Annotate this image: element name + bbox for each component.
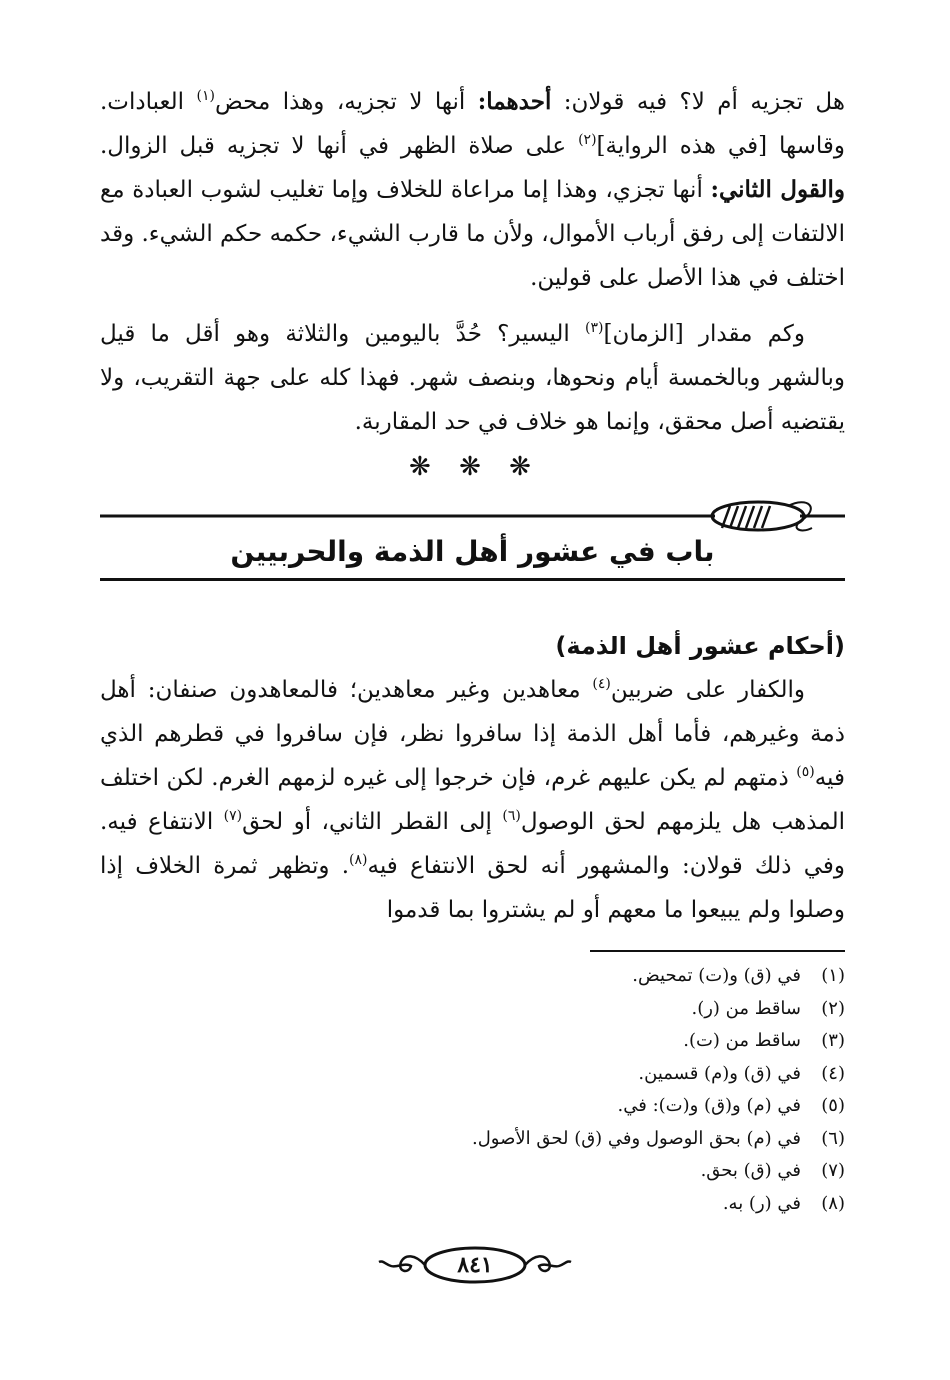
text-run: اليسير؟ حُدَّ باليومين والثلاثة وهو أقل ما قيل وبالشهر وبالخمسة أيام ونحوها، وبنصف شهر. فهذا كله على جهة التقريب، ولا يقتضيه أصل محقق، وإنما هو خلاف في حد المقاربة. <box>100 321 845 435</box>
footnote-ref-5[interactable]: (٥) <box>796 764 815 780</box>
footnote-text: في (ق) بحق. <box>700 1160 801 1181</box>
footnote-ref-1[interactable]: (١) <box>196 88 215 104</box>
text-run: ذمتهم لم يكن عليهم غرم، فإن خرجوا إلى غيره لزمهم الغرم. لكن اختلف المذهب هل يلزمهم لحق الوصول <box>100 765 845 835</box>
chapter-title: باب في عشور أهل الذمة والحربيين <box>230 535 715 568</box>
footnote-ref-6[interactable]: (٦) <box>502 808 521 824</box>
text-run: أنها لا تجزيه، وهذا محض <box>214 89 478 115</box>
footnote-item <box>300 1155 845 1188</box>
text-run: على صلاة الظهر في أنها لا تجزيه قبل الزوال. <box>100 133 579 159</box>
footnote-text: في (م) بحق الوصول وفي (ق) لحق الأصول. <box>471 1127 801 1149</box>
separator-stars: ❋ ❋ ❋ <box>409 452 541 482</box>
footnote-text: في (م) و(ق) و(ت): في. <box>617 1095 801 1116</box>
paragraph-1 <box>100 80 845 300</box>
chapter-bottom-rule <box>100 578 845 581</box>
body-text-top <box>100 80 845 444</box>
body-text-bottom <box>100 668 845 932</box>
footnote-number: (٧) <box>821 1160 845 1181</box>
footnote-ref-3[interactable]: (٣) <box>585 320 604 336</box>
footnote-text: في (ق) و(ت) تمحيض. <box>632 965 801 986</box>
bold-term-second-opinion: والقول الثاني: <box>710 176 845 203</box>
bold-term-first-opinion: أحدهما: <box>477 88 552 115</box>
footnote-item <box>300 993 845 1026</box>
text-run: معاهدين وغير معاهدين؛ فالمعاهدون صنفان: أهل ذمة وغيرهم، فأما أهل الذمة إذا سافروا نظر، فإن سافروا في قطرهم الذي فيه <box>100 677 845 791</box>
footnote-text: ساقط من (ر). <box>691 997 801 1019</box>
text-run: الانتفاع فيه. وفي ذلك قولان: والمشهور أنه لحق الانتفاع فيه <box>100 809 845 879</box>
footnote-item <box>300 1123 845 1156</box>
page-number-frame <box>375 1242 575 1288</box>
footnote-ref-2[interactable]: (٢) <box>578 132 597 148</box>
footnote-separator <box>590 950 845 952</box>
text-run: . وتظهر ثمرة الخلاف إذا وصلوا ولم يبيعوا ما معهم أو لم يشتروا بما قدموا <box>100 853 845 923</box>
footnote-item <box>300 1025 845 1058</box>
footnote-number: (٨) <box>821 1192 845 1214</box>
paragraph-3 <box>100 668 845 932</box>
text-run: العبادات. وقاسها [في هذه الرواية] <box>100 89 845 159</box>
footnote-ref-7[interactable]: (٧) <box>223 808 243 824</box>
footnote-text: في (ق) و(م) قسمين. <box>638 1062 801 1084</box>
text-run: والكفار على ضربين <box>610 677 805 703</box>
footnote-number: (٤) <box>821 1062 845 1084</box>
text-run: إلى القطر الثاني، أو لحق <box>242 809 503 835</box>
footnote-number: (١) <box>821 965 845 986</box>
section-heading: (أحكام عشور أهل الذمة) <box>555 632 845 660</box>
footnote-list <box>300 960 845 1220</box>
text-run: أنها تجزي، وهذا إما مراعاة للخلاف وإما تغليب لشوب العبادة مع الالتفات إلى رفق أرباب الأموال، ولأن ما قارب الشيء، حكمه حكم الشيء. وقد اختلف في هذا الأصل على قولين. <box>100 177 845 291</box>
footnote-item <box>300 1058 845 1091</box>
footnote-ref-4[interactable]: (٤) <box>592 676 611 692</box>
footnote-number: (٥) <box>821 1095 845 1116</box>
footnote-text: ساقط من (ت). <box>683 1030 801 1051</box>
footnote-item <box>300 960 845 993</box>
footnote-text: في (ر) به. <box>722 1192 801 1214</box>
text-run: هل تجزيه أم لا؟ فيه قولان: <box>551 89 845 115</box>
footnote-ref-8[interactable]: (٨) <box>349 852 368 868</box>
footnote-number: (٣) <box>821 1030 845 1051</box>
footnote-number: (٢) <box>821 997 845 1019</box>
paragraph-2 <box>100 312 845 444</box>
footnote-item <box>300 1188 845 1221</box>
page-number: ٨٤١ <box>457 1252 493 1278</box>
footnote-number: (٦) <box>821 1127 845 1149</box>
text-run: وكم مقدار [الزمان] <box>603 321 805 347</box>
footnote-item <box>300 1090 845 1123</box>
